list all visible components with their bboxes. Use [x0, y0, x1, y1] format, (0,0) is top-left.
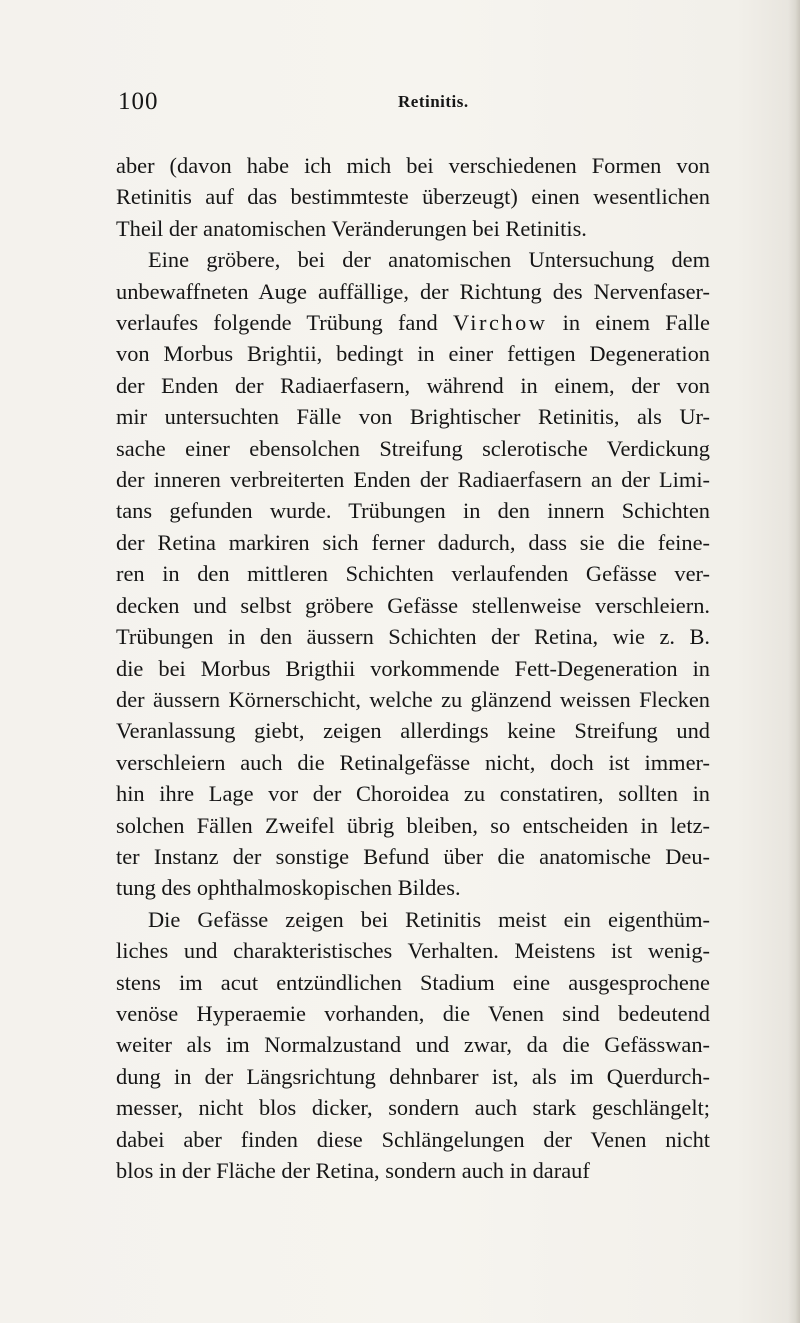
text-line: Die Gefässe zeigen bei Retinitis meist ein eigenthüm-: [148, 906, 710, 932]
text-line: die bei Morbus Brigthii vorkommende Fett-Degeneration in: [116, 655, 710, 681]
text-line: verschleiern auch die Retinalgefässe nicht, doch ist immer-: [116, 749, 710, 775]
text-line: mir untersuchten Fälle von Brightischer Retinitis, als Ur-: [116, 404, 710, 430]
text-line: dung in der Längsrichtung dehnbarer ist, als im Querdurch-: [116, 1063, 710, 1089]
text-line: Eine gröbere, bei der anatomischen Untersuchung dem: [148, 247, 710, 273]
text-line: hin ihre Lage vor der Choroidea zu constatiren, sollten in: [116, 781, 710, 807]
text-line: weiter als im Normalzustand und zwar, da die Gefässwan-: [116, 1032, 710, 1058]
emphasized-name: Virchow: [452, 310, 548, 336]
page-header: [118, 88, 718, 118]
text-line: messer, nicht blos dicker, sondern auch stark geschlängelt;: [116, 1095, 710, 1121]
text-line: der inneren verbreiterten Enden der Radiaerfasern an der Limi-: [116, 467, 710, 493]
text-line: sache einer ebensolchen Streifung sclerotische Verdickung: [116, 435, 710, 461]
text-line: Trübungen in den äussern Schichten der Retina, wie z. B.: [116, 624, 710, 650]
text-line: der äussern Körnerschicht, welche zu glänzend weissen Flecken: [116, 686, 710, 712]
page-edge-shadow: [788, 0, 800, 1323]
text-line: aber (davon habe ich mich bei verschiedenen Formen von: [116, 153, 710, 178]
text-line: tans gefunden wurde. Trübungen in den innern Schichten: [116, 498, 710, 524]
text-line: dabei aber finden diese Schlängelungen der Venen nicht: [116, 1126, 710, 1152]
page-number: 100: [118, 88, 159, 115]
text-line: Retinitis auf das bestimmteste überzeugt) einen wesentlichen: [116, 184, 710, 210]
text-line: ter Instanz der sonstige Befund über die anatomische Deu-: [116, 843, 710, 869]
paragraph: [116, 244, 710, 904]
text-line: liches und charakteristisches Verhalten. Meistens ist wenig-: [116, 938, 710, 964]
text-line: ren in den mittleren Schichten verlaufenden Gefässe ver-: [116, 561, 710, 587]
text-line: tung des ophthalmoskopischen Bildes.: [116, 875, 461, 901]
text-line: Theil der anatomischen Veränderungen bei Retinitis.: [116, 215, 587, 241]
text-line: venöse Hyperaemie vorhanden, die Venen sind bedeutend: [116, 1000, 710, 1026]
text-line: solchen Fällen Zweifel übrig bleiben, so entscheiden in letz-: [116, 812, 710, 838]
paragraph: [116, 904, 710, 1187]
text-line: stens im acut entzündlichen Stadium eine ausgesprochene: [116, 969, 710, 995]
running-head: Retinitis.: [398, 92, 469, 111]
text-line: der Retina markiren sich ferner dadurch, dass sie die feine-: [116, 529, 710, 555]
text-line: decken und selbst gröbere Gefässe stellenweise verschleiern.: [116, 592, 710, 618]
text-line: blos in der Fläche der Retina, sondern auch in darauf: [116, 1158, 590, 1183]
text-line: von Morbus Brightii, bedingt in einer fettigen Degeneration: [116, 341, 710, 367]
text-line: Veranlassung giebt, zeigen allerdings keine Streifung und: [116, 718, 710, 744]
paragraph: [116, 150, 710, 244]
body-text: [116, 150, 710, 1186]
text-line: unbewaffneten Auge auffällige, der Richtung des Nervenfaser-: [116, 278, 710, 304]
text-line: verlaufes folgende Trübung fand Virchow in einem Falle: [116, 310, 710, 336]
text-line: der Enden der Radiaerfasern, während in einem, der von: [116, 372, 710, 398]
